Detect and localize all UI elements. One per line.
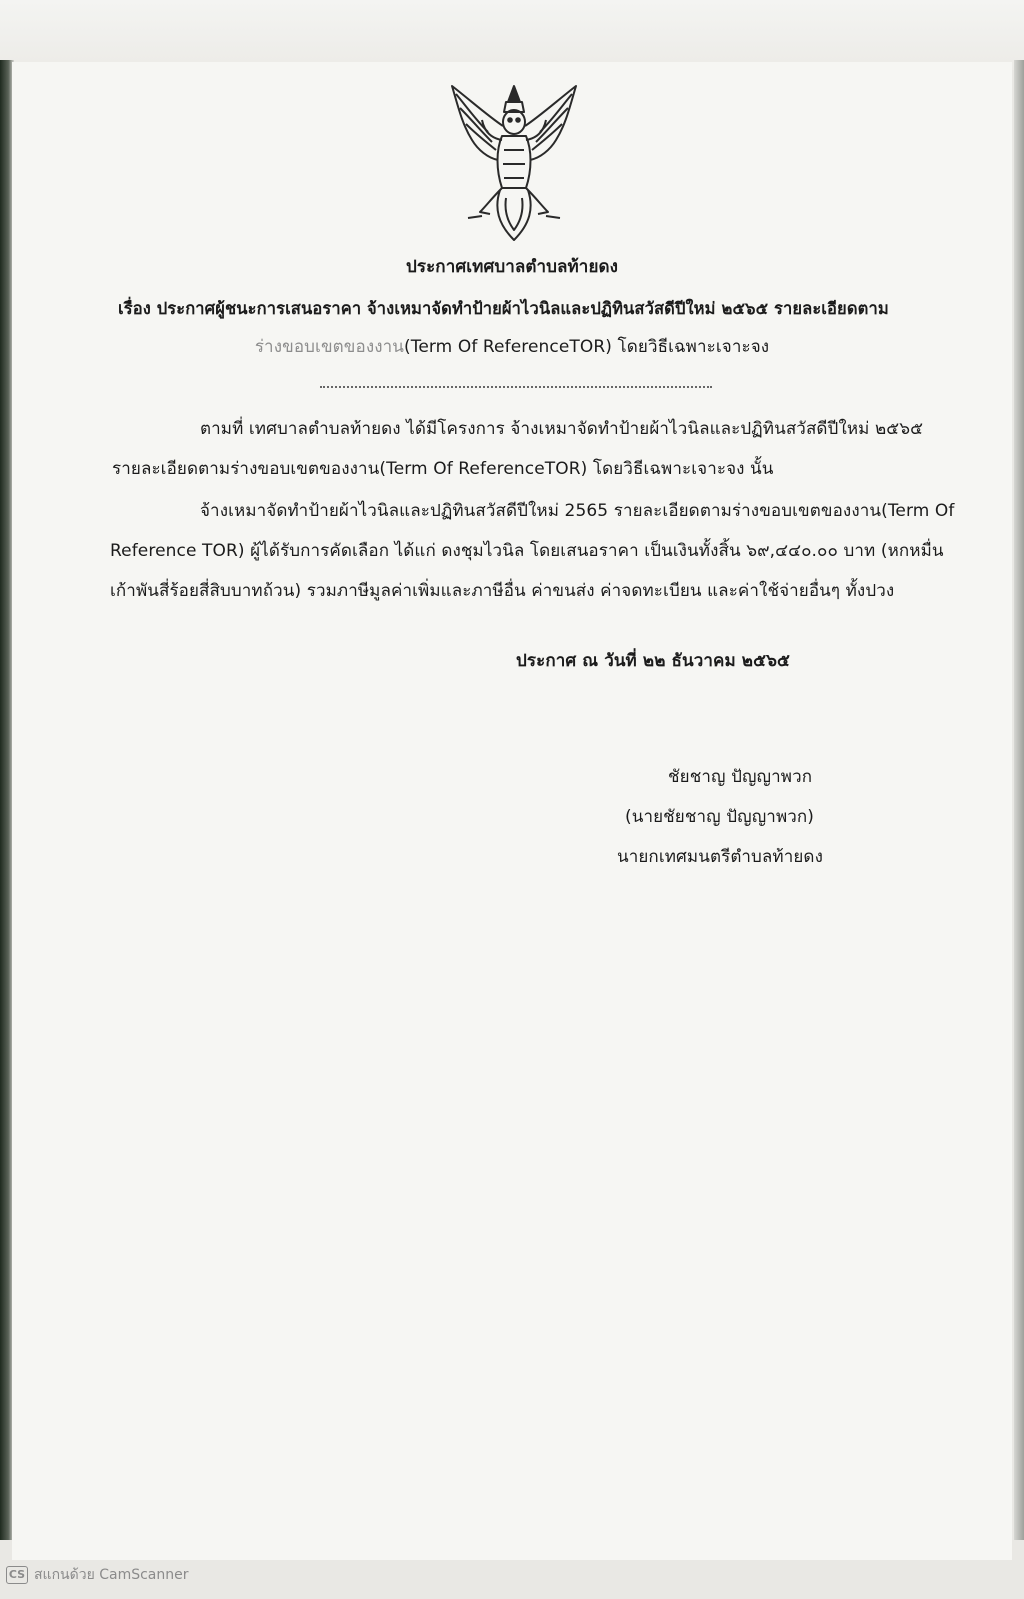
garuda-emblem-icon — [448, 80, 580, 248]
body-paragraph-line: รายละเอียดตามร่างขอบเขตของงาน(Term Of ReferenceTOR) โดยวิธีเฉพาะเจาะจง นั้น — [112, 459, 774, 479]
camscanner-label: สแกนด้วย CamScanner — [34, 1567, 189, 1583]
body-paragraph-line: จ้างเหมาจัดทำป้ายผ้าไวนิลและปฏิทินสวัสดีปีใหม่ 2565 รายละเอียดตามร่างขอบเขตของงาน(Term Of — [200, 501, 955, 521]
signature-name: ชัยชาญ ปัญญาพวก — [668, 767, 813, 787]
signature-position: นายกเทศมนตรีตำบลท้ายดง — [617, 847, 823, 867]
document-sheet — [12, 62, 1012, 1560]
camscanner-watermark — [0, 1564, 189, 1586]
camscanner-logo-icon: CS — [6, 1566, 28, 1584]
body-paragraph-line: ตามที่ เทศบาลตำบลท้ายดง ได้มีโครงการ จ้างเหมาจัดทำป้ายผ้าไวนิลและปฏิทินสวัสดีปีใหม่ ๒๕๖๕ — [200, 419, 924, 439]
org-title: ประกาศเทศบาลตำบลท้ายดง — [405, 257, 619, 277]
scan-right-edge — [1014, 60, 1024, 1540]
scan-top-margin — [0, 0, 1024, 70]
body-paragraph-line: Reference TOR) ผู้ได้รับการคัดเลือก ได้แก่ ดงชุมไวนิล โดยเสนอราคา เป็นเงินทั้งสิ้น ๖๙,๔๔๐.๐๐ บาท (หกหมื่น — [110, 541, 944, 561]
dotted-divider — [320, 386, 712, 388]
body-paragraph-line: เก้าพันสี่ร้อยสี่สิบบาทถ้วน) รวมภาษีมูลค่าเพิ่มและภาษีอื่น ค่าขนส่ง ค่าจดทะเบียน และค่าใช้จ่ายอื่นๆ ทั้งปวง — [110, 581, 895, 601]
subject-line-2-text: (Term Of ReferenceTOR) โดยวิธีเฉพาะเจาะจง — [404, 337, 770, 357]
subject-line-2-faint-text: ร่างขอบเขตของงาน — [254, 337, 404, 357]
subject-line-2 — [0, 336, 1024, 358]
announcement-date: ประกาศ ณ วันที่ ๒๒ ธันวาคม ๒๕๖๕ — [516, 651, 790, 671]
subject-line-1: เรื่อง ประกาศผู้ชนะการเสนอราคา จ้างเหมาจัดทำป้ายผ้าไวนิลและปฏิทินสวัสดีปีใหม่ ๒๕๖๕ รายละเอียดตาม — [118, 299, 889, 318]
signature-full-name: (นายชัยชาญ ปัญญาพวก) — [625, 807, 815, 827]
